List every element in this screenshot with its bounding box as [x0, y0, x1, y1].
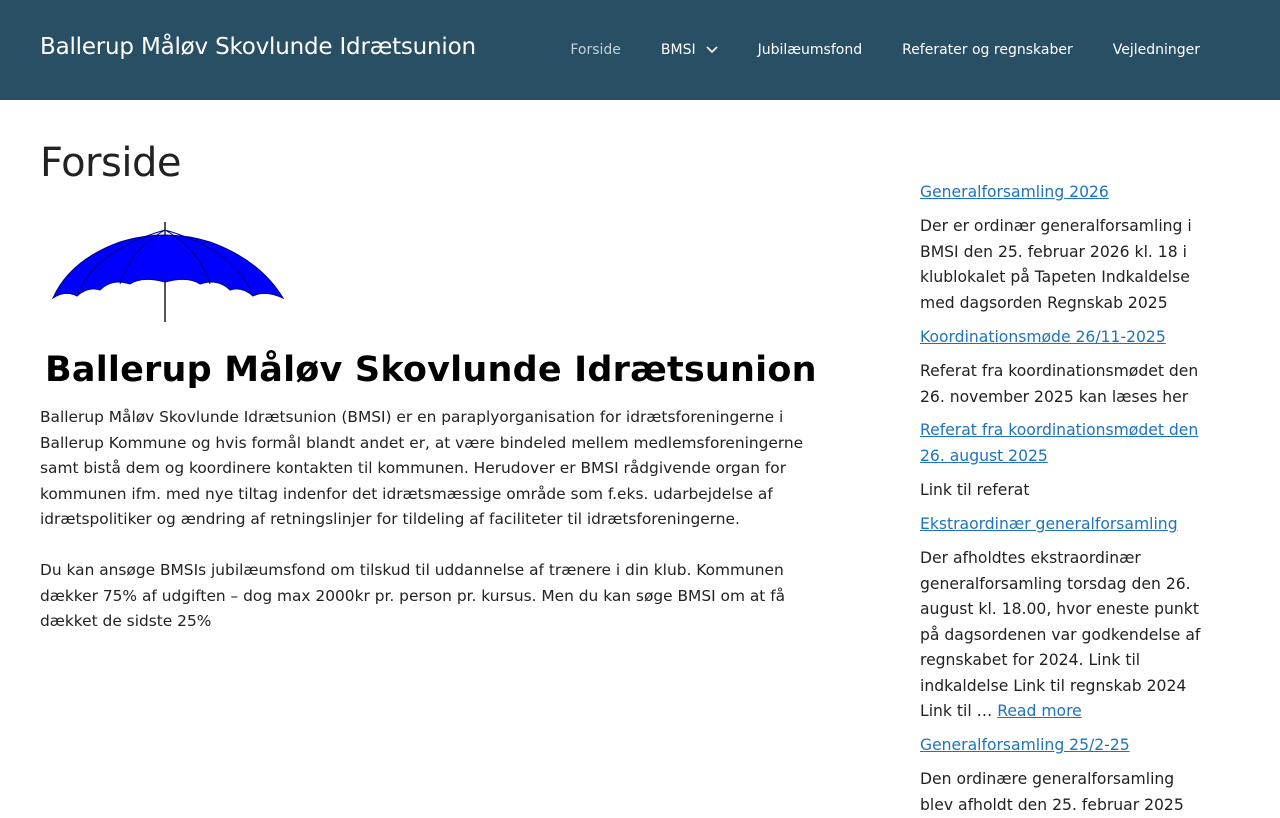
umbrella-icon — [50, 220, 310, 330]
site-header — [0, 0, 1280, 100]
sidebar-post — [920, 180, 1210, 206]
post-excerpt: Referat fra koordinationsmødet den 26. november 2025 kan læses her — [920, 362, 1199, 406]
post-excerpt: Link til referat — [920, 481, 1030, 499]
sidebar-post — [920, 733, 1210, 759]
post-excerpt: Den ordinære generalforsamling blev afholdt den 25. februar 2025 — [920, 770, 1184, 814]
post-excerpt — [920, 546, 1210, 725]
sidebar-post — [920, 418, 1210, 469]
bmsi-logo — [40, 220, 840, 390]
logo-text: Ballerup Måløv Skovlunde Idrætsunion — [45, 350, 817, 390]
post-title-link[interactable]: Generalforsamling 25/2-25 — [920, 736, 1130, 754]
post-title-link[interactable]: Ekstraordinær generalforsamling — [920, 515, 1178, 533]
post-excerpt-text: Der afholdtes ekstraordinær generalforsamling torsdag den 26. august kl. 18.00, hvor eneste punkt på dagsordenen var godkendelse af regnskabet for 2024. Link til indkaldelse Link til regnskab 2024 Link til … — [920, 549, 1201, 720]
read-more-link[interactable]: Read more — [997, 702, 1082, 720]
main-nav — [550, 0, 1220, 100]
post-excerpt: Der er ordinær generalforsamling i BMSI den 25. februar 2026 kl. 18 i klublokalet på Tapeten Indkaldelse med dagsorden Regnskab 2025 — [920, 217, 1192, 312]
intro-paragraph: Ballerup Måløv Skovlunde Idrætsunion (BMSI) er en paraplyorganisation for idrætsforeningerne i Ballerup Kommune og hvis formål blandt andet er, at være bindeled mellem medlemsforeningerne samt bistå dem og koordinere kontakten til kommunen. Herudover er BMSI rådgivende organ for kommunen ifm. med nye tiltag indenfor det idrætsmæssige område som f.eks. udarbejdelse af idrætspolitiker og ændring af retningslinjer for tildeling af faciliteter til idrætsforeningerne. — [40, 408, 804, 528]
site-title-link[interactable]: Ballerup Måløv Skovlunde Idrætsunion — [40, 34, 476, 60]
post-title-link[interactable]: Referat fra koordinationsmødet den 26. august 2025 — [920, 421, 1199, 465]
sidebar-post — [920, 512, 1210, 538]
nav-item-vejledninger[interactable]: Vejledninger — [1112, 42, 1200, 58]
nav-item-forside[interactable]: Forside — [570, 42, 621, 58]
nav-item-referater[interactable]: Referater og regnskaber — [902, 42, 1073, 58]
nav-item-bmsi[interactable] — [641, 0, 738, 100]
post-title-link[interactable]: Generalforsamling 2026 — [920, 183, 1109, 201]
page-title: Forside — [40, 140, 181, 186]
sidebar-post — [920, 325, 1210, 351]
nav-item-jubilaeumsfond[interactable]: Jubilæumsfond — [757, 42, 863, 58]
nav-item-bmsi-label: BMSI — [660, 42, 696, 58]
chevron-down-icon — [706, 46, 718, 54]
post-title-link[interactable]: Koordinationsmøde 26/11-2025 — [920, 328, 1166, 346]
fund-paragraph: Du kan ansøge BMSIs jubilæumsfond om tilskud til uddannelse af trænere i din klub. Kommunen dækker 75% af udgiften – dog max 2000kr pr. person pr. kursus. Men du kan søge BMSI om at få dækket de sidste 25% — [40, 561, 786, 630]
